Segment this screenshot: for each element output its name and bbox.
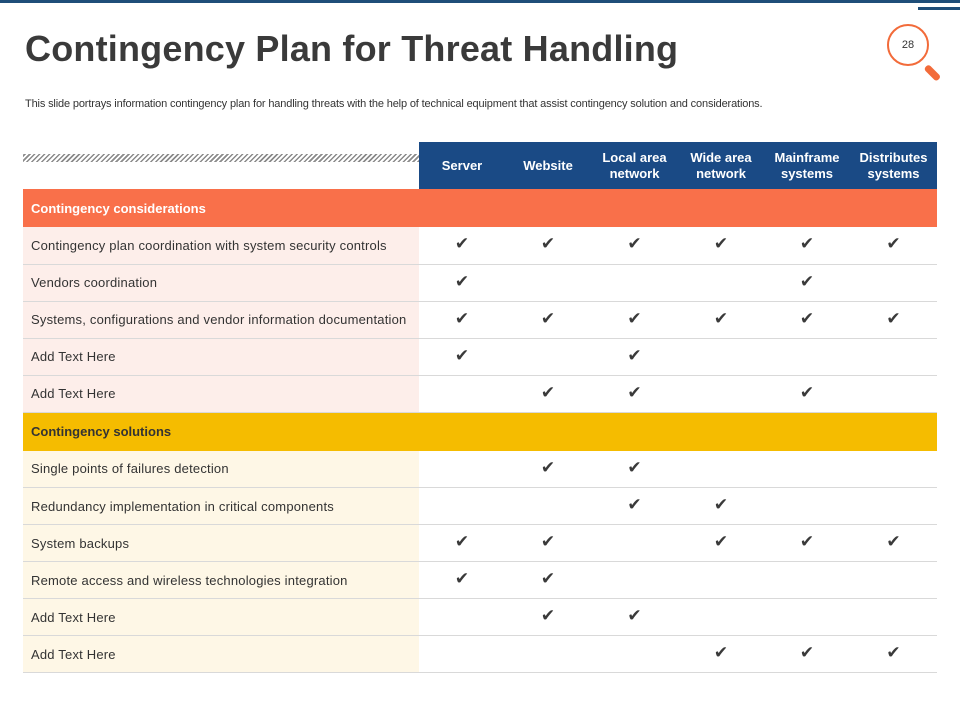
table-row — [23, 451, 937, 488]
check-icon: ✔ — [627, 457, 642, 478]
check-icon: ✔ — [886, 308, 901, 329]
table-cell — [678, 301, 764, 338]
table-cell — [850, 525, 937, 562]
check-icon: ✔ — [886, 234, 901, 255]
check-icon: ✔ — [540, 382, 556, 403]
table-cell — [591, 451, 678, 488]
table-cell — [419, 338, 505, 375]
table-cell — [591, 599, 678, 636]
check-icon: ✔ — [713, 532, 729, 552]
check-icon: ✔ — [799, 532, 815, 552]
check-icon: ✔ — [713, 495, 729, 515]
check-icon: ✔ — [713, 643, 729, 663]
check-icon: ✔ — [799, 234, 815, 255]
table-cell — [591, 264, 678, 301]
table-cell — [678, 562, 764, 599]
table-cell — [850, 301, 937, 338]
check-icon: ✔ — [713, 234, 729, 255]
check-icon: ✔ — [627, 308, 642, 329]
table-cell — [419, 227, 505, 264]
table-cell — [505, 562, 591, 599]
table-row — [23, 264, 937, 301]
table-cell — [678, 227, 764, 264]
check-icon: ✔ — [454, 308, 470, 329]
column-header-wide-area-network: Wide area network — [678, 142, 764, 189]
table-cell — [764, 636, 850, 673]
row-label: Redundancy implementation in critical components — [23, 488, 419, 525]
table-cell — [850, 338, 937, 375]
table-cell — [678, 636, 764, 673]
row-label: Add Text Here — [23, 375, 419, 412]
table-cell — [850, 599, 937, 636]
table-cell — [678, 599, 764, 636]
table-cell — [764, 375, 850, 412]
table-cell — [505, 488, 591, 525]
check-icon: ✔ — [627, 234, 642, 255]
header-corner — [23, 142, 419, 189]
table-row — [23, 525, 937, 562]
check-icon: ✔ — [454, 345, 470, 366]
check-icon: ✔ — [454, 271, 470, 292]
table-cell — [505, 599, 591, 636]
column-header-distributes-systems: Distributes systems — [850, 142, 937, 189]
column-header-local-area-network: Local area network — [591, 142, 678, 189]
section-title: Contingency considerations — [23, 189, 937, 227]
table-cell — [591, 525, 678, 562]
table-row — [23, 375, 937, 412]
table-row — [23, 562, 937, 599]
table-cell — [591, 338, 678, 375]
table-cell — [764, 301, 850, 338]
column-header-mainframe-systems: Mainframe systems — [764, 142, 850, 189]
row-label: Add Text Here — [23, 599, 419, 636]
table-cell — [505, 525, 591, 562]
table-cell — [505, 264, 591, 301]
table-cell — [764, 338, 850, 375]
check-icon: ✔ — [799, 382, 815, 403]
table-cell — [505, 301, 591, 338]
check-icon: ✔ — [454, 569, 470, 589]
table-cell — [678, 338, 764, 375]
check-icon: ✔ — [886, 532, 901, 552]
table-cell — [678, 451, 764, 488]
table-cell — [850, 227, 937, 264]
row-label: Add Text Here — [23, 338, 419, 375]
magnifier-handle-icon — [924, 64, 942, 82]
check-icon: ✔ — [540, 457, 556, 478]
table-cell — [764, 451, 850, 488]
row-label: Contingency plan coordination with system security controls — [23, 227, 419, 264]
table-cell — [505, 375, 591, 412]
table-cell — [505, 227, 591, 264]
table-cell — [419, 375, 505, 412]
table-cell — [591, 562, 678, 599]
top-accent-line — [0, 0, 960, 3]
table-cell — [850, 375, 937, 412]
table-row — [23, 488, 937, 525]
row-label: Vendors coordination — [23, 264, 419, 301]
check-icon: ✔ — [627, 495, 642, 515]
table-row — [23, 599, 937, 636]
row-label: Systems, configurations and vendor information documentation — [23, 301, 419, 338]
section-header-row — [23, 412, 937, 451]
check-icon: ✔ — [627, 382, 642, 403]
table-row — [23, 338, 937, 375]
check-icon: ✔ — [799, 308, 815, 329]
check-icon: ✔ — [799, 271, 815, 292]
table-cell — [419, 301, 505, 338]
table-cell — [764, 264, 850, 301]
table-cell — [419, 451, 505, 488]
table-cell — [419, 488, 505, 525]
table-cell — [764, 562, 850, 599]
table-cell — [764, 488, 850, 525]
table-cell — [764, 525, 850, 562]
table-cell — [764, 227, 850, 264]
table-cell — [591, 301, 678, 338]
table-row — [23, 227, 937, 264]
table-body — [23, 189, 937, 673]
table-cell — [419, 636, 505, 673]
table-cell — [505, 451, 591, 488]
table-row — [23, 301, 937, 338]
table-cell — [505, 338, 591, 375]
column-header-server: Server — [419, 142, 505, 189]
check-icon: ✔ — [540, 606, 556, 626]
check-icon: ✔ — [540, 308, 556, 329]
table-cell — [678, 375, 764, 412]
table-cell — [678, 488, 764, 525]
table-cell — [764, 599, 850, 636]
table-cell — [419, 562, 505, 599]
table-cell — [419, 264, 505, 301]
check-icon: ✔ — [627, 606, 642, 626]
table-cell — [591, 227, 678, 264]
check-icon: ✔ — [627, 345, 642, 366]
table-cell — [850, 264, 937, 301]
table-cell — [850, 451, 937, 488]
contingency-matrix-table — [23, 142, 937, 673]
table-cell — [678, 264, 764, 301]
row-label: Add Text Here — [23, 636, 419, 673]
table-cell — [850, 488, 937, 525]
check-icon: ✔ — [454, 532, 470, 552]
table-cell — [505, 636, 591, 673]
slide-description: This slide portrays information contingency plan for handling threats with the help of technical equipment that assist contingency solution and considerations. — [25, 98, 763, 110]
section-title: Contingency solutions — [23, 412, 937, 451]
check-icon: ✔ — [540, 234, 556, 255]
check-icon: ✔ — [886, 643, 901, 663]
check-icon: ✔ — [540, 532, 556, 552]
check-icon: ✔ — [540, 569, 556, 589]
row-label: System backups — [23, 525, 419, 562]
table-cell — [678, 525, 764, 562]
column-header-website: Website — [505, 142, 591, 189]
check-icon: ✔ — [799, 643, 815, 663]
table-cell — [591, 375, 678, 412]
row-label: Remote access and wireless technologies integration — [23, 562, 419, 599]
section-header-row — [23, 189, 937, 227]
corner-accent-line — [918, 7, 960, 10]
page-number-badge — [887, 24, 929, 66]
check-icon: ✔ — [454, 234, 470, 255]
table-cell — [591, 488, 678, 525]
table-header-row — [23, 142, 937, 189]
table-cell — [850, 562, 937, 599]
page-number: 28 — [901, 39, 915, 51]
table-row — [23, 636, 937, 673]
page-title: Contingency Plan for Threat Handling — [25, 28, 679, 69]
table-cell — [850, 636, 937, 673]
check-icon: ✔ — [713, 308, 729, 329]
row-label: Single points of failures detection — [23, 451, 419, 488]
table-cell — [419, 599, 505, 636]
table-cell — [419, 525, 505, 562]
table-cell — [591, 636, 678, 673]
